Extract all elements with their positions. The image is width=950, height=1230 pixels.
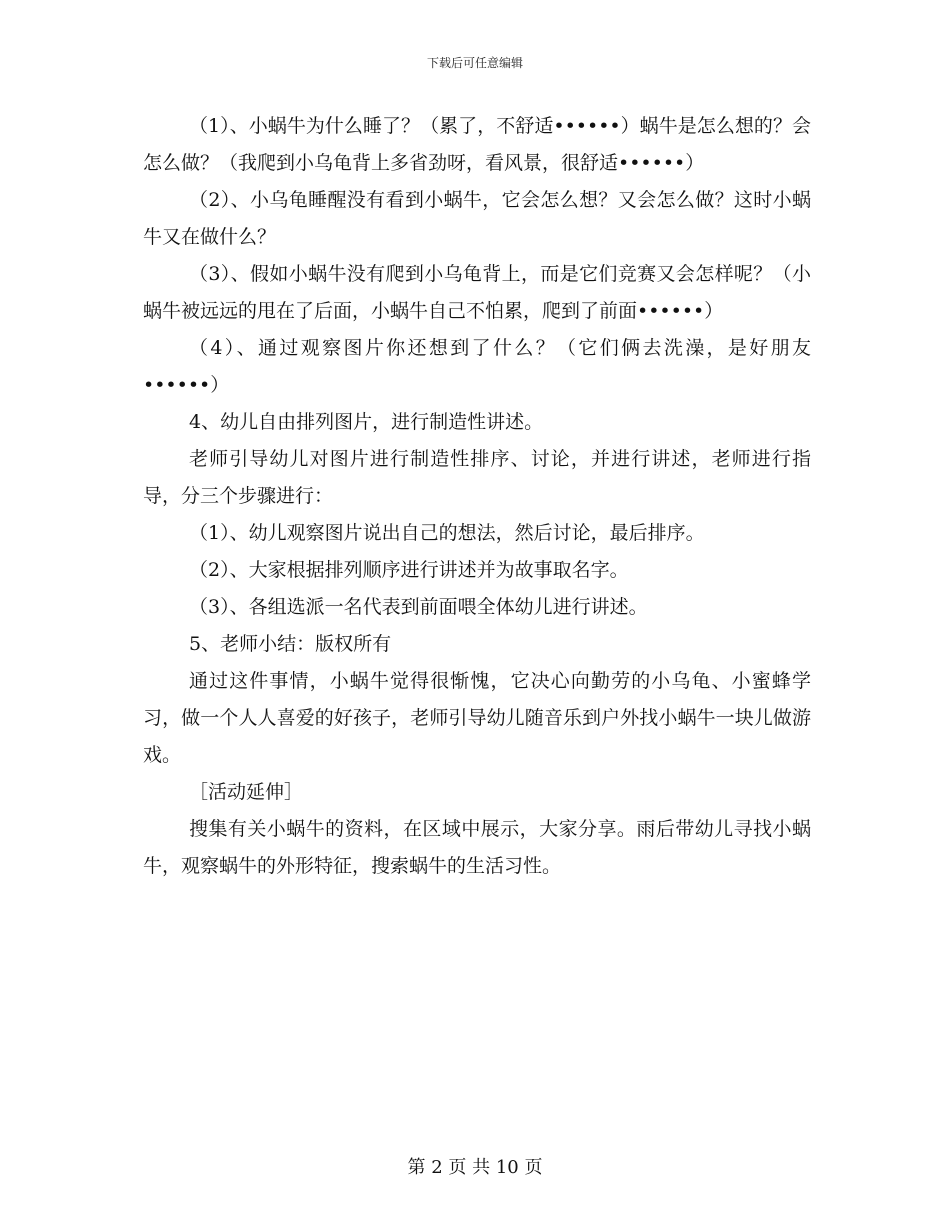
document-body [143, 108, 811, 885]
section-heading-activity-extension: ［活动延伸］ [189, 781, 304, 803]
page-header: 下载后可任意编辑 [426, 56, 523, 70]
paragraph-step-5-heading: 5、老师小结：版权所有 [189, 633, 392, 655]
paragraph-substep-3: （3）、各组选派一名代表到前面喂全体幼儿进行讲述。 [189, 596, 648, 618]
paragraph-step-4-heading: 4、幼儿自由排列图片，进行制造性讲述。 [189, 411, 544, 433]
page-number-footer: 第 2 页 共 10 页 [407, 1157, 543, 1178]
paragraph-question-2: （2）、小乌龟睡醒没有看到小蜗牛，它会怎么想？又会怎么做？这时小蜗牛又在做什么？ [143, 189, 811, 248]
paragraph-question-3: （3）、假如小蜗牛没有爬到小乌龟背上，而是它们竞赛又会怎样呢？（小蜗牛被远远的甩在了后面，小蜗牛自己不怕累，爬到了前面••••••） [143, 263, 811, 322]
paragraph-question-4: （4）、通过观察图片你还想到了什么？（它们俩去洗澡，是好朋友••••••） [143, 337, 811, 396]
paragraph-step-4-description: 老师引导幼儿对图片进行制造性排序、讨论，并进行讲述，老师进行指导，分三个步骤进行： [143, 448, 811, 507]
paragraph-question-1: （1）、小蜗牛为什么睡了？（累了，不舒适••••••）蜗牛是怎么想的？会怎么做？（我爬到小乌龟背上多省劲呀，看风景，很舒适••••••） [143, 115, 811, 174]
paragraph-summary: 通过这件事情，小蜗牛觉得很惭愧，它决心向勤劳的小乌龟、小蜜蜂学习，做一个人人喜爱的好孩子，老师引导幼儿随音乐到户外找小蜗牛一块儿做游戏。 [143, 670, 811, 766]
paragraph-substep-1: （1）、幼儿观察图片说出自己的想法，然后讨论，最后排序。 [189, 522, 705, 544]
paragraph-activity-extension: 搜集有关小蜗牛的资料，在区域中展示，大家分享。雨后带幼儿寻找小蜗牛，观察蜗牛的外形特征，搜索蜗牛的生活习性。 [143, 818, 811, 877]
paragraph-substep-2: （2）、大家根据排列顺序进行讲述并为故事取名字。 [189, 559, 629, 581]
